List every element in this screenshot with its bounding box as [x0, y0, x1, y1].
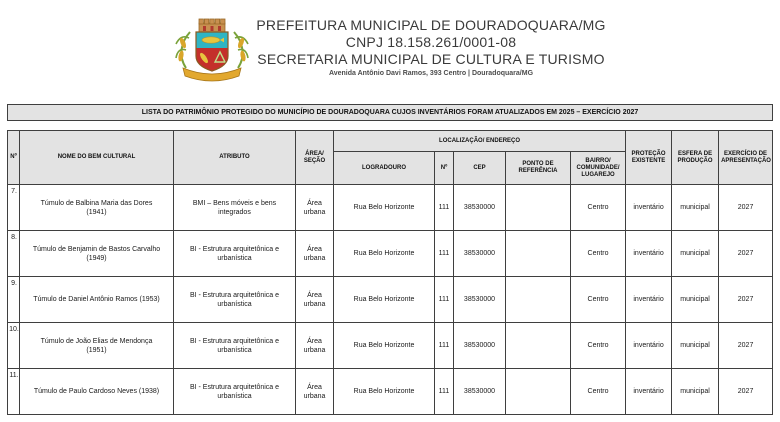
- table-row: [8, 369, 773, 415]
- col-header-exercise: EXERCÍCIO DE APRESENTAÇÃO: [719, 131, 773, 185]
- cell-num: 10.: [8, 323, 20, 369]
- cell-name-line2: (1949): [86, 254, 107, 262]
- table-row: [8, 185, 773, 231]
- table-row: [8, 277, 773, 323]
- cell-district: Centro: [571, 323, 626, 369]
- cell-protection: inventário: [626, 185, 672, 231]
- cell-attribute: BI - Estrutura arquitetônica e urbanística: [174, 231, 296, 277]
- col-header-num: Nº: [8, 131, 20, 185]
- cell-district: Centro: [571, 277, 626, 323]
- cell-protection: inventário: [626, 231, 672, 277]
- col-header-district: BAIRRO/ COMUNIDADE/ LUGAREJO: [571, 152, 626, 185]
- cell-area: Área urbana: [296, 231, 334, 277]
- heritage-table: [7, 130, 773, 415]
- cell-area: Área urbana: [296, 277, 334, 323]
- cell-name: [20, 369, 174, 415]
- cell-street-number: 111: [435, 277, 454, 323]
- col-header-street: LOGRADOURO: [334, 152, 435, 185]
- letterhead: [0, 0, 780, 84]
- cell-attribute: BI - Estrutura arquitetônica e urbanística: [174, 369, 296, 415]
- cell-attribute: BI - Estrutura arquitetônica e urbanística: [174, 323, 296, 369]
- cell-name-line1: Túmulo de Paulo Cardoso Neves (1938): [33, 388, 160, 395]
- cell-name-line1: Túmulo de João Elias de Mendonça: [40, 337, 153, 345]
- cell-num: 8.: [8, 231, 20, 277]
- cell-protection: inventário: [626, 323, 672, 369]
- cell-reference: [506, 323, 571, 369]
- cell-name-line2: (1951): [86, 346, 107, 354]
- cell-exercise: 2027: [719, 231, 773, 277]
- cell-street-number: 111: [435, 369, 454, 415]
- org-name: PREFEITURA MUNICIPAL DE DOURADOQUARA/MG: [256, 17, 606, 33]
- cell-street: Rua Belo Horizonte: [334, 323, 435, 369]
- cell-district: Centro: [571, 369, 626, 415]
- col-header-attribute: ATRIBUTO: [174, 131, 296, 185]
- cell-name: [20, 277, 174, 323]
- col-header-cep: CEP: [454, 152, 506, 185]
- cell-cep: 38530000: [454, 231, 506, 277]
- corn-stalk-right-icon: [234, 32, 248, 68]
- cell-name-line1: Túmulo de Benjamin de Bastos Carvalho: [32, 245, 161, 253]
- cell-attribute: BMI – Bens móveis e bens integrados: [174, 185, 296, 231]
- cell-reference: [506, 369, 571, 415]
- col-header-location-group: LOCALIZAÇÃO/ ENDEREÇO: [334, 131, 626, 152]
- document-title: LISTA DO PATRIMÔNIO PROTEGIDO DO MUNICÍPIO DE DOURADOQUARA CUJOS INVENTÁRIOS FORAM ATUALIZADOS EM 2025 – EXERCÍCIO 2027: [7, 104, 773, 121]
- cell-street: Rua Belo Horizonte: [334, 185, 435, 231]
- corn-stalk-left-icon: [176, 32, 190, 68]
- col-header-name: NOME DO BEM CULTURAL: [20, 131, 174, 185]
- cell-reference: [506, 231, 571, 277]
- cell-exercise: 2027: [719, 323, 773, 369]
- letterhead-text: [256, 17, 605, 77]
- cell-street-number: 111: [435, 323, 454, 369]
- cell-street-number: 111: [435, 231, 454, 277]
- cell-area: Área urbana: [296, 323, 334, 369]
- department-line: SECRETARIA MUNICIPAL DE CULTURA E TURISMO: [257, 51, 605, 67]
- cell-exercise: 2027: [719, 369, 773, 415]
- col-header-reference: PONTO DE REFERÊNCIA: [506, 152, 571, 185]
- col-header-area: ÁREA/ SEÇÃO: [296, 131, 334, 185]
- cell-street: Rua Belo Horizonte: [334, 369, 435, 415]
- cell-name-line1: Túmulo de Balbina Maria das Dores: [40, 199, 153, 207]
- cell-cep: 38530000: [454, 277, 506, 323]
- cell-street-number: 111: [435, 185, 454, 231]
- cell-street: Rua Belo Horizonte: [334, 231, 435, 277]
- cell-num: 9.: [8, 277, 20, 323]
- cell-sphere: municipal: [672, 277, 719, 323]
- cell-protection: inventário: [626, 277, 672, 323]
- address-line: Avenida Antônio Davi Ramos, 393 Centro | Douradoquara/MG: [328, 70, 534, 77]
- col-header-protection: PROTEÇÃO EXISTENTE: [626, 131, 672, 185]
- cell-exercise: 2027: [719, 277, 773, 323]
- cell-reference: [506, 185, 571, 231]
- cell-name-line1: Túmulo de Daniel Antônio Ramos (1953): [33, 296, 160, 303]
- cell-name: [20, 231, 174, 277]
- cell-sphere: municipal: [672, 231, 719, 277]
- cell-area: Área urbana: [296, 185, 334, 231]
- col-header-sphere: ESFERA DE PRODUÇÃO: [672, 131, 719, 185]
- cell-cep: 38530000: [454, 185, 506, 231]
- mural-crown-icon: [199, 19, 225, 32]
- cell-cep: 38530000: [454, 369, 506, 415]
- cell-reference: [506, 277, 571, 323]
- cell-district: Centro: [571, 185, 626, 231]
- cell-street: Rua Belo Horizonte: [334, 277, 435, 323]
- cell-district: Centro: [571, 231, 626, 277]
- cell-name-line2: (1941): [86, 208, 107, 216]
- cell-area: Área urbana: [296, 369, 334, 415]
- cnpj-line: CNPJ 18.158.261/0001-08: [345, 34, 517, 50]
- municipal-coat-of-arms-logo: [174, 10, 250, 84]
- shield-icon: [196, 32, 228, 71]
- cell-name: [20, 323, 174, 369]
- cell-sphere: municipal: [672, 369, 719, 415]
- cell-sphere: municipal: [672, 185, 719, 231]
- cell-name: [20, 185, 174, 231]
- cell-attribute: BI - Estrutura arquitetônica e urbanística: [174, 277, 296, 323]
- cell-num: 11.: [8, 369, 20, 415]
- cell-sphere: municipal: [672, 323, 719, 369]
- cell-exercise: 2027: [719, 185, 773, 231]
- col-header-street-number: Nº: [435, 152, 454, 185]
- cell-cep: 38530000: [454, 323, 506, 369]
- cell-protection: inventário: [626, 369, 672, 415]
- table-row: [8, 323, 773, 369]
- table-row: [8, 231, 773, 277]
- cell-num: 7.: [8, 185, 20, 231]
